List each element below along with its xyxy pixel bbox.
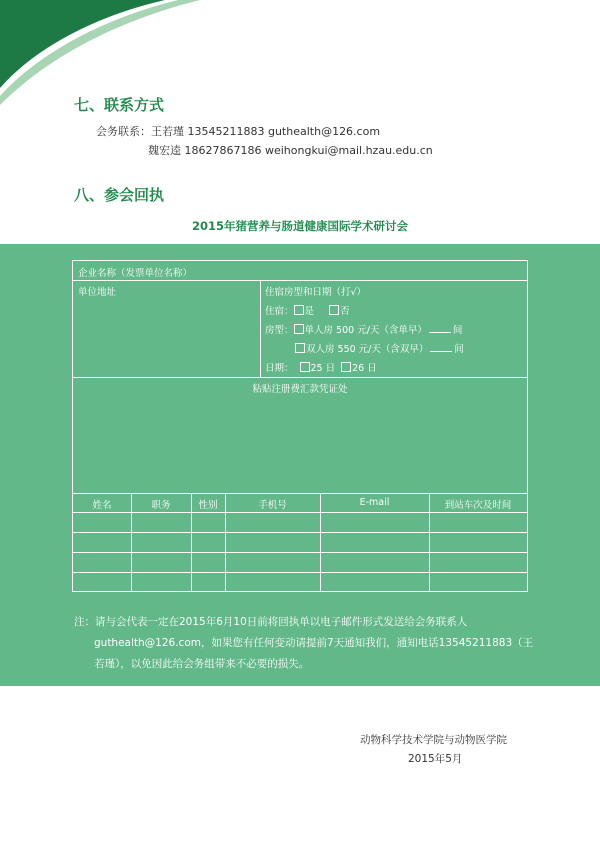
lodging-yes-checkbox[interactable] [294, 305, 304, 315]
room-type-double: 双人房 550 元/天（含双早） 间 [295, 341, 464, 355]
company-name-label: 企业名称（发票单位名称） [78, 268, 193, 279]
double-room-count-field[interactable] [430, 342, 452, 352]
footer-organization: 动物科学技术学院与动物医学院 [360, 734, 507, 746]
form-title: 2015年猪营养与肠道健康国际学术研讨会 [191, 219, 408, 233]
single-room-count-field[interactable] [429, 323, 451, 333]
lodging-label: 住宿房型和日期（打√） [265, 287, 367, 298]
receipt-area-label: 粘贴注册费汇款凭证处 [252, 384, 348, 395]
date-25-checkbox[interactable] [300, 362, 310, 372]
column-gender: 性别 [198, 500, 218, 511]
section-7-title: 七、联系方式 [74, 96, 165, 114]
contact-line-2: 魏宏逵 18627867186 weihongkui@mail.hzau.edu.cn [148, 144, 433, 157]
column-position: 职务 [151, 500, 171, 511]
column-phone: 手机号 [258, 500, 287, 511]
column-email: E-mail [359, 497, 390, 508]
footer-date: 2015年5月 [408, 753, 463, 765]
column-arrival: 到站车次及时间 [444, 500, 512, 511]
date-26-checkbox[interactable] [341, 362, 351, 372]
single-room-checkbox[interactable] [294, 324, 304, 334]
date-options: 日期： 25 日 26 日 [265, 363, 377, 374]
column-name: 姓名 [92, 500, 112, 511]
lodging-question: 住宿： 是 否 [265, 306, 350, 317]
room-type-single: 房型： 单人房 500 元/天（含单早） 间 [265, 325, 463, 336]
double-room-checkbox[interactable] [295, 343, 305, 353]
address-label: 单位地址 [78, 287, 117, 298]
registration-form [72, 260, 528, 592]
lodging-no-checkbox[interactable] [329, 305, 339, 315]
contact-line-1: 会务联系：王若瑾 13545211883 guthealth@126.com [96, 125, 381, 138]
note-text: 注：请与会代表一定在2015年6月10日前将回执单以电子邮件形式发送给会务联系人 guthealth@126.com，如果您有任何变动请提前7天通知我们，通知电话13545211883（王 若瑾），以免因此给会务组带来不必要的损失。 [74, 616, 534, 670]
section-8-title: 八、参会回执 [74, 186, 165, 204]
